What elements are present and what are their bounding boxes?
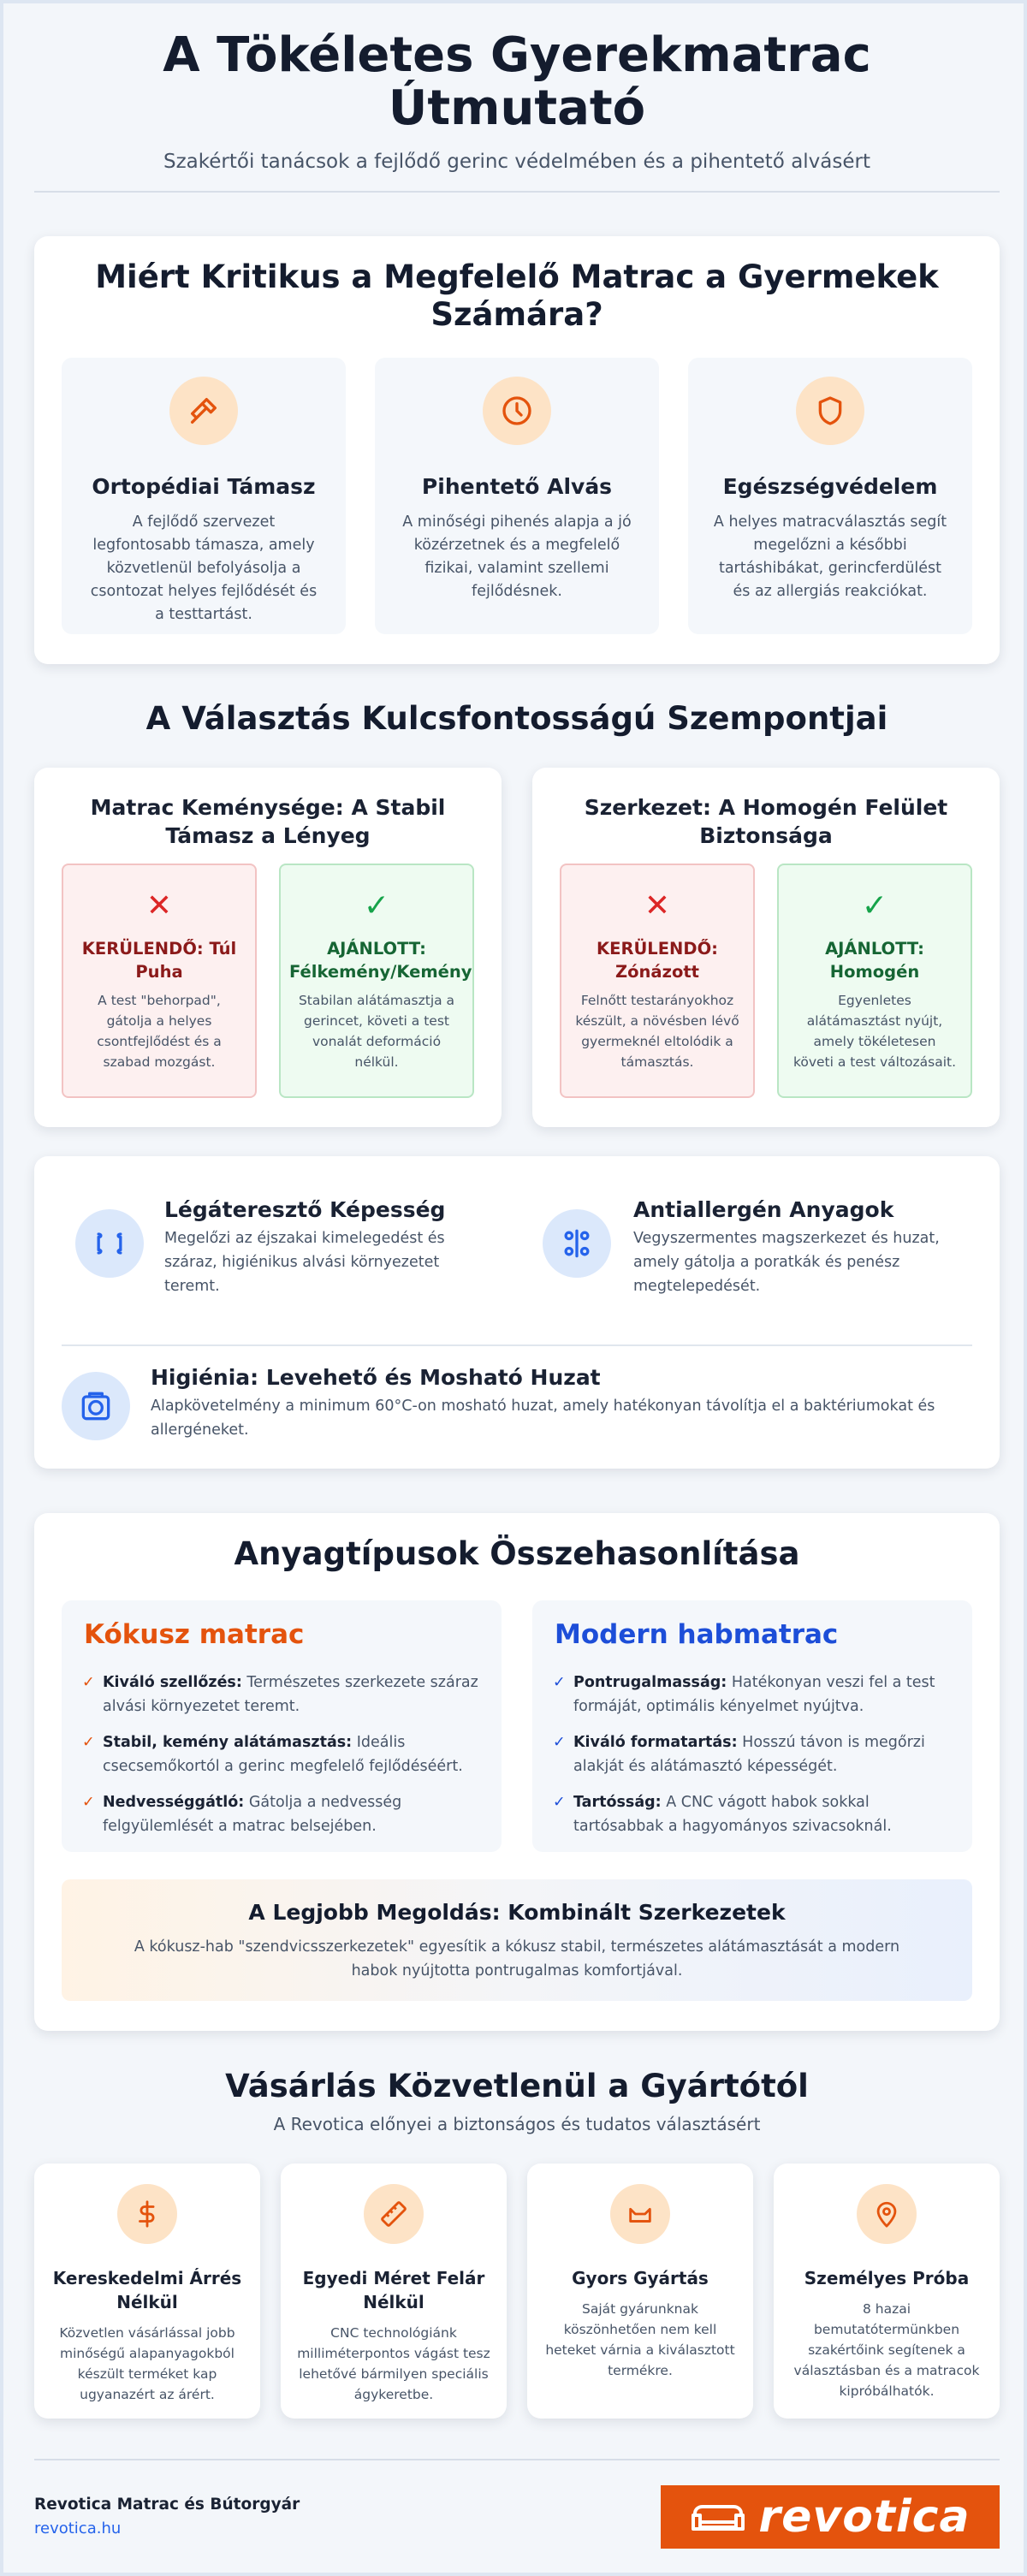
check-icon: ✓ bbox=[861, 888, 888, 923]
benefit-card-personal-trial bbox=[774, 2163, 1000, 2419]
website-link[interactable]: revotica.hu bbox=[34, 2520, 122, 2537]
criteria-card-structure bbox=[532, 768, 1000, 1127]
extra-title: Légáteresztő Képesség bbox=[164, 1197, 446, 1222]
feature-text: A fejlődő szervezet legfontosabb támasza, amely közvetlenül befolyásolja a csontozat helyes fejlődését és a testtartást. bbox=[90, 513, 318, 623]
list-item: ✓ Nedvességgátló: Gátolja a nedvesség felgyülemlését a matrac belsejében. bbox=[82, 1790, 481, 1838]
feature-title: Egészségvédelem bbox=[722, 474, 938, 499]
buy-title: Vásárlás Közvetlenül a Gyártótól bbox=[225, 2068, 809, 2104]
why-section bbox=[34, 236, 1000, 664]
check-icon: ✓ bbox=[82, 1674, 95, 1691]
check-icon: ✓ bbox=[363, 888, 390, 923]
page-subtitle: Szakértői tanácsok a fejlődő gerinc védelmében és a pihentető alvásért bbox=[163, 151, 870, 173]
benefit-text: Saját gyárunknak köszönhetően nem kell heteket várnia a kiválasztott termékre. bbox=[545, 2301, 735, 2378]
ruler-icon bbox=[364, 2184, 424, 2244]
cross-icon: ✕ bbox=[644, 888, 671, 923]
sofa-icon bbox=[690, 2498, 746, 2536]
feature-card-health bbox=[688, 358, 972, 634]
benefit-title: Kereskedelmi Árrés Nélkül bbox=[52, 2268, 242, 2312]
avoid-title: KERÜLENDŐ: Túl Puha bbox=[81, 939, 237, 982]
page-header bbox=[34, 29, 1000, 173]
foam-column bbox=[532, 1600, 972, 1852]
benefit-card-no-margin bbox=[34, 2163, 260, 2419]
coconut-list bbox=[82, 1671, 481, 1850]
benefit-title: Egyedi Méret Felár Nélkül bbox=[302, 2268, 485, 2312]
washing-machine-icon bbox=[62, 1372, 130, 1440]
list-item: ✓ Pontrugalmasság: Hatékonyan veszi fel a test formáját, optimális kényelmet nyújtva. bbox=[553, 1671, 952, 1718]
materials-section bbox=[34, 1513, 1000, 2031]
clock-icon bbox=[483, 377, 551, 445]
benefit-text: CNC technológiánk milliméterpontos vágást tesz lehetővé bármilyen speciális ágykeretbe. bbox=[297, 2325, 490, 2402]
feature-text: A helyes matracválasztás segít megelőzni a későbbi tartáshibákat, gerincferdülést és az allergiás reakciókat. bbox=[713, 513, 947, 600]
feature-title: Ortopédiai Támasz bbox=[92, 474, 316, 499]
avoid-box bbox=[62, 864, 257, 1098]
recommended-title: AJÁNLOTT: Homogén bbox=[825, 939, 924, 982]
header-divider bbox=[34, 191, 1000, 193]
page-title: A Tökéletes Gyerekmatrac Útmutató bbox=[163, 27, 871, 136]
avoid-title: KERÜLENDŐ: Zónázott bbox=[597, 939, 718, 982]
best-solution-box bbox=[62, 1879, 972, 2001]
foam-list bbox=[553, 1671, 952, 1850]
feature-card-orthopedic bbox=[62, 358, 346, 634]
recommended-text: Stabilan alátámasztja a gerincet, követi a test vonalát deformáció nélkül. bbox=[298, 993, 455, 1070]
avoid-text: A test "behorpad", gátolja a helyes csontfejlődést és a szabad mozgást. bbox=[97, 993, 222, 1070]
logo-wordmark: revotica bbox=[758, 2491, 971, 2543]
extra-title: Antiallergén Anyagok bbox=[633, 1197, 894, 1222]
airflow-icon bbox=[75, 1209, 144, 1278]
revotica-logo[interactable] bbox=[661, 2485, 1000, 2549]
cross-icon: ✕ bbox=[145, 888, 173, 923]
feature-card-sleep bbox=[375, 358, 659, 634]
footer-divider bbox=[34, 2459, 1000, 2460]
criteria-card-title: Matrac Keménysége: A Stabil Támasz a Lényeg bbox=[90, 795, 446, 848]
check-icon: ✓ bbox=[553, 1674, 566, 1691]
feature-title: Pihentető Alvás bbox=[421, 474, 613, 499]
avoid-box bbox=[560, 864, 755, 1098]
extra-text: Megelőzi az éjszakai kimelegedést és száraz, higiénikus alvási környezetet teremt. bbox=[164, 1230, 445, 1295]
benefit-text: 8 hazai bemutatótermünkben szakértőink segítenek a választásban és a matracok kipróbálhatók. bbox=[793, 2301, 980, 2399]
criteria-title: A Választás Kulcsfontosságú Szempontjai bbox=[145, 700, 888, 737]
benefit-card-fast-production bbox=[527, 2163, 753, 2419]
check-icon: ✓ bbox=[82, 1794, 95, 1811]
location-pin-icon bbox=[857, 2184, 917, 2244]
recommended-text: Egyenletes alátámasztást nyújt, amely tökéletesen követi a test változásait. bbox=[793, 993, 957, 1070]
criteria-card-title: Szerkezet: A Homogén Felület Biztonsága bbox=[584, 795, 948, 848]
benefit-title: Gyors Gyártás bbox=[572, 2268, 709, 2288]
foam-title: Modern habmatrac bbox=[555, 1619, 839, 1650]
recommended-title: AJÁNLOTT: Félkemény/Kemény bbox=[289, 939, 472, 982]
extra-text: Alapkövetelmény a minimum 60°C-on mosható huzat, amely hatékonyan távolítja el a baktériumokat és allergéneket. bbox=[151, 1398, 935, 1439]
best-solution-title: A Legjobb Megoldás: Kombinált Szerkezetek bbox=[248, 1900, 786, 1925]
materials-title: Anyagtípusok Összehasonlítása bbox=[234, 1535, 800, 1572]
company-name: Revotica Matrac és Bútorgyár bbox=[34, 2496, 300, 2514]
benefit-card-custom-size bbox=[281, 2163, 507, 2419]
extras-section bbox=[34, 1156, 1000, 1469]
check-icon: ✓ bbox=[82, 1734, 95, 1751]
benefit-title: Személyes Próba bbox=[804, 2268, 970, 2288]
tools-icon bbox=[169, 377, 238, 445]
feature-text: A minőségi pihenés alapja a jó közérzetnek és a megfelelő fizikai, valamint szellemi fejlődésnek. bbox=[402, 513, 632, 600]
criteria-card-firmness bbox=[34, 768, 502, 1127]
best-solution-text: A kókusz-hab "szendvicsszerkezetek" egyesítik a kókusz stabil, természetes alátámasztását a modern habok nyújtotta pontrugalmas komfortjával. bbox=[134, 1938, 900, 1979]
avoid-text: Felnőtt testarányokhoz készült, a növésben lévő gyermeknél eltolódik a támasztás. bbox=[575, 993, 739, 1070]
recommended-box bbox=[777, 864, 972, 1098]
check-icon: ✓ bbox=[553, 1794, 566, 1811]
why-title: Miért Kritikus a Megfelelő Matrac a Gyermekek Számára? bbox=[95, 258, 939, 333]
coconut-column bbox=[62, 1600, 502, 1852]
coconut-title: Kókusz matrac bbox=[84, 1619, 305, 1650]
extra-text: Vegyszermentes magszerkezet és huzat, amely gátolja a poratkák és penész megtelepedését. bbox=[633, 1230, 940, 1295]
list-item: ✓ Tartósság: A CNC vágott habok sokkal tartósabbak a hagyományos szivacsoknál. bbox=[553, 1790, 952, 1838]
list-item: ✓ Kiváló formatartás: Hosszú távon is megőrzi alakját és alátámasztó képességét. bbox=[553, 1730, 952, 1778]
recommended-box bbox=[279, 864, 474, 1098]
buy-subtitle: A Revotica előnyei a biztonságos és tudatos választásért bbox=[273, 2114, 761, 2134]
list-item: ✓ Kiváló szellőzés: Természetes szerkezete száraz alvási környezetet teremt. bbox=[82, 1671, 481, 1718]
list-item: ✓ Stabil, kemény alátámasztás: Ideális csecsemőkortól a gerinc megfelelő fejlődéséért. bbox=[82, 1730, 481, 1778]
benefit-text: Közvetlen vásárlással jobb minőségű alapanyagokból készült terméket kap ugyanazért az árért. bbox=[59, 2325, 235, 2402]
check-icon: ✓ bbox=[553, 1734, 566, 1751]
shield-icon bbox=[796, 377, 864, 445]
bed-icon bbox=[610, 2184, 670, 2244]
allergen-icon bbox=[543, 1209, 611, 1278]
extra-title: Higiénia: Levehető és Mosható Huzat bbox=[151, 1365, 601, 1390]
dollar-icon bbox=[117, 2184, 177, 2244]
extras-divider bbox=[62, 1344, 972, 1346]
